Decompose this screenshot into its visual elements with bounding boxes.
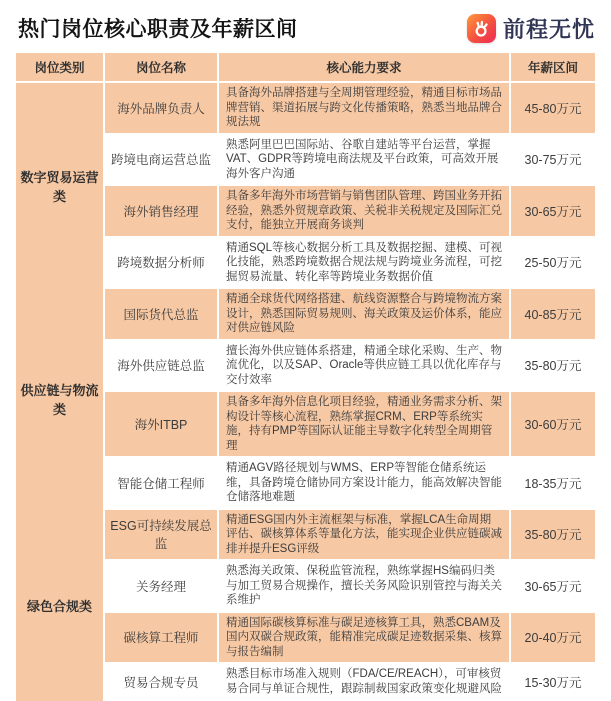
requirements-cell: 精通全球货代网络搭建、航线资源整合与跨境物流方案设计，熟悉国际贸易规则、海关政策及运价体系，能应对供应链风险 <box>217 289 509 341</box>
requirements-cell: 具备多年海外信息化项目经验，精通业务需求分析、架构设计等核心流程，熟练掌握CRM、ERP等系统实施，持有PMP等国际认证能主导数字化转型全周期管理 <box>217 392 509 458</box>
job-name-cell: 国际货代总监 <box>103 289 217 341</box>
requirements-cell: 熟悉目标市场准入规则（FDA/CE/REACH），可审核贸易合同与单证合规性，跟踪制裁国家政策变化规避风险 <box>217 664 509 701</box>
requirements-cell: 精通SQL等核心数据分析工具及数据挖掘、建模、可视化技能，熟悉跨境数据合规法规与跨境业务流程，可挖掘贸易流量、转化率等跨境业务数据价值 <box>217 238 509 290</box>
job-name-cell: 海外ITBP <box>103 392 217 458</box>
requirements-cell: 熟悉阿里巴巴国际站、谷歌自建站等平台运营，掌握VAT、GDPR等跨境电商法规及平台政策，可高效开展海外客户沟通 <box>217 135 509 187</box>
table-row <box>16 341 595 393</box>
salary-cell: 18-35万元 <box>509 458 595 510</box>
salary-cell: 30-60万元 <box>509 392 595 458</box>
table-row <box>16 561 595 613</box>
requirements-cell: 熟悉海关政策、保税监管流程，熟练掌握HS编码归类与加工贸易合规操作，擅长关务风险识别管控与海关关系维护 <box>217 561 509 613</box>
table-row <box>16 613 595 665</box>
salary-cell: 15-30万元 <box>509 664 595 701</box>
jobs-table <box>16 53 595 701</box>
col-header-category: 岗位类别 <box>16 53 103 83</box>
salary-cell: 30-65万元 <box>509 186 595 238</box>
table-header-row <box>16 53 595 83</box>
col-header-job-name: 岗位名称 <box>103 53 217 83</box>
job-name-cell: 智能仓储工程师 <box>103 458 217 510</box>
salary-cell: 20-40万元 <box>509 613 595 665</box>
table-row <box>16 238 595 290</box>
table-row <box>16 664 595 701</box>
job-name-cell: 海外供应链总监 <box>103 341 217 393</box>
job-name-cell: 碳核算工程师 <box>103 613 217 665</box>
salary-cell: 40-85万元 <box>509 289 595 341</box>
job-name-cell: 关务经理 <box>103 561 217 613</box>
col-header-salary: 年薪区间 <box>509 53 595 83</box>
category-cell: 供应链与物流类 <box>16 289 103 510</box>
category-cell: 绿色合规类 <box>16 510 103 701</box>
table-row <box>16 135 595 187</box>
page-title: 热门岗位核心职责及年薪区间 <box>18 13 298 43</box>
brand-logo <box>467 13 595 44</box>
job-name-cell: 海外品牌负责人 <box>103 83 217 135</box>
table-row <box>16 458 595 510</box>
page-header <box>0 0 611 53</box>
salary-cell: 45-80万元 <box>509 83 595 135</box>
requirements-cell: 具备多年海外市场营销与销售团队管理、跨国业务开拓经验，熟悉外贸规章政策、关税非关税规定及国际汇兑支付，能独立开展商务谈判 <box>217 186 509 238</box>
job-name-cell: 海外销售经理 <box>103 186 217 238</box>
job-name-cell: 贸易合规专员 <box>103 664 217 701</box>
table-row <box>16 392 595 458</box>
category-cell: 数字贸易运营类 <box>16 83 103 289</box>
table-row <box>16 289 595 341</box>
requirements-cell: 精通AGV路径规划与WMS、ERP等智能仓储系统运维，具备跨境仓储协同方案设计能力，能高效解决智能仓储落地难题 <box>217 458 509 510</box>
salary-cell: 25-50万元 <box>509 238 595 290</box>
salary-cell: 35-80万元 <box>509 510 595 562</box>
col-header-requirements: 核心能力要求 <box>217 53 509 83</box>
table-row <box>16 510 595 562</box>
requirements-cell: 具备海外品牌搭建与全周期管理经验，精通目标市场品牌营销、渠道拓展与跨文化传播策略，熟悉当地品牌合规法规 <box>217 83 509 135</box>
requirements-cell: 精通ESG国内外主流框架与标准，掌握LCA生命周期评估、碳核算体系等量化方法，能实现企业供应链碳减排并提升ESG评级 <box>217 510 509 562</box>
salary-cell: 30-75万元 <box>509 135 595 187</box>
job-name-cell: 跨境数据分析师 <box>103 238 217 290</box>
salary-cell: 30-65万元 <box>509 561 595 613</box>
job-name-cell: 跨境电商运营总监 <box>103 135 217 187</box>
table-row <box>16 186 595 238</box>
requirements-cell: 精通国际碳核算标准与碳足迹核算工具，熟悉CBAM及国内双碳合规政策，能精准完成碳足迹数据采集、核算与报告编制 <box>217 613 509 665</box>
hand-logo-icon <box>467 14 496 43</box>
brand-name: 前程无忧 <box>503 13 595 44</box>
salary-cell: 35-80万元 <box>509 341 595 393</box>
job-name-cell: ESG可持续发展总监 <box>103 510 217 562</box>
requirements-cell: 擅长海外供应链体系搭建，精通全球化采购、生产、物流优化，以及SAP、Oracle等供应链工具以优化库存与交付效率 <box>217 341 509 393</box>
table-row <box>16 83 595 135</box>
